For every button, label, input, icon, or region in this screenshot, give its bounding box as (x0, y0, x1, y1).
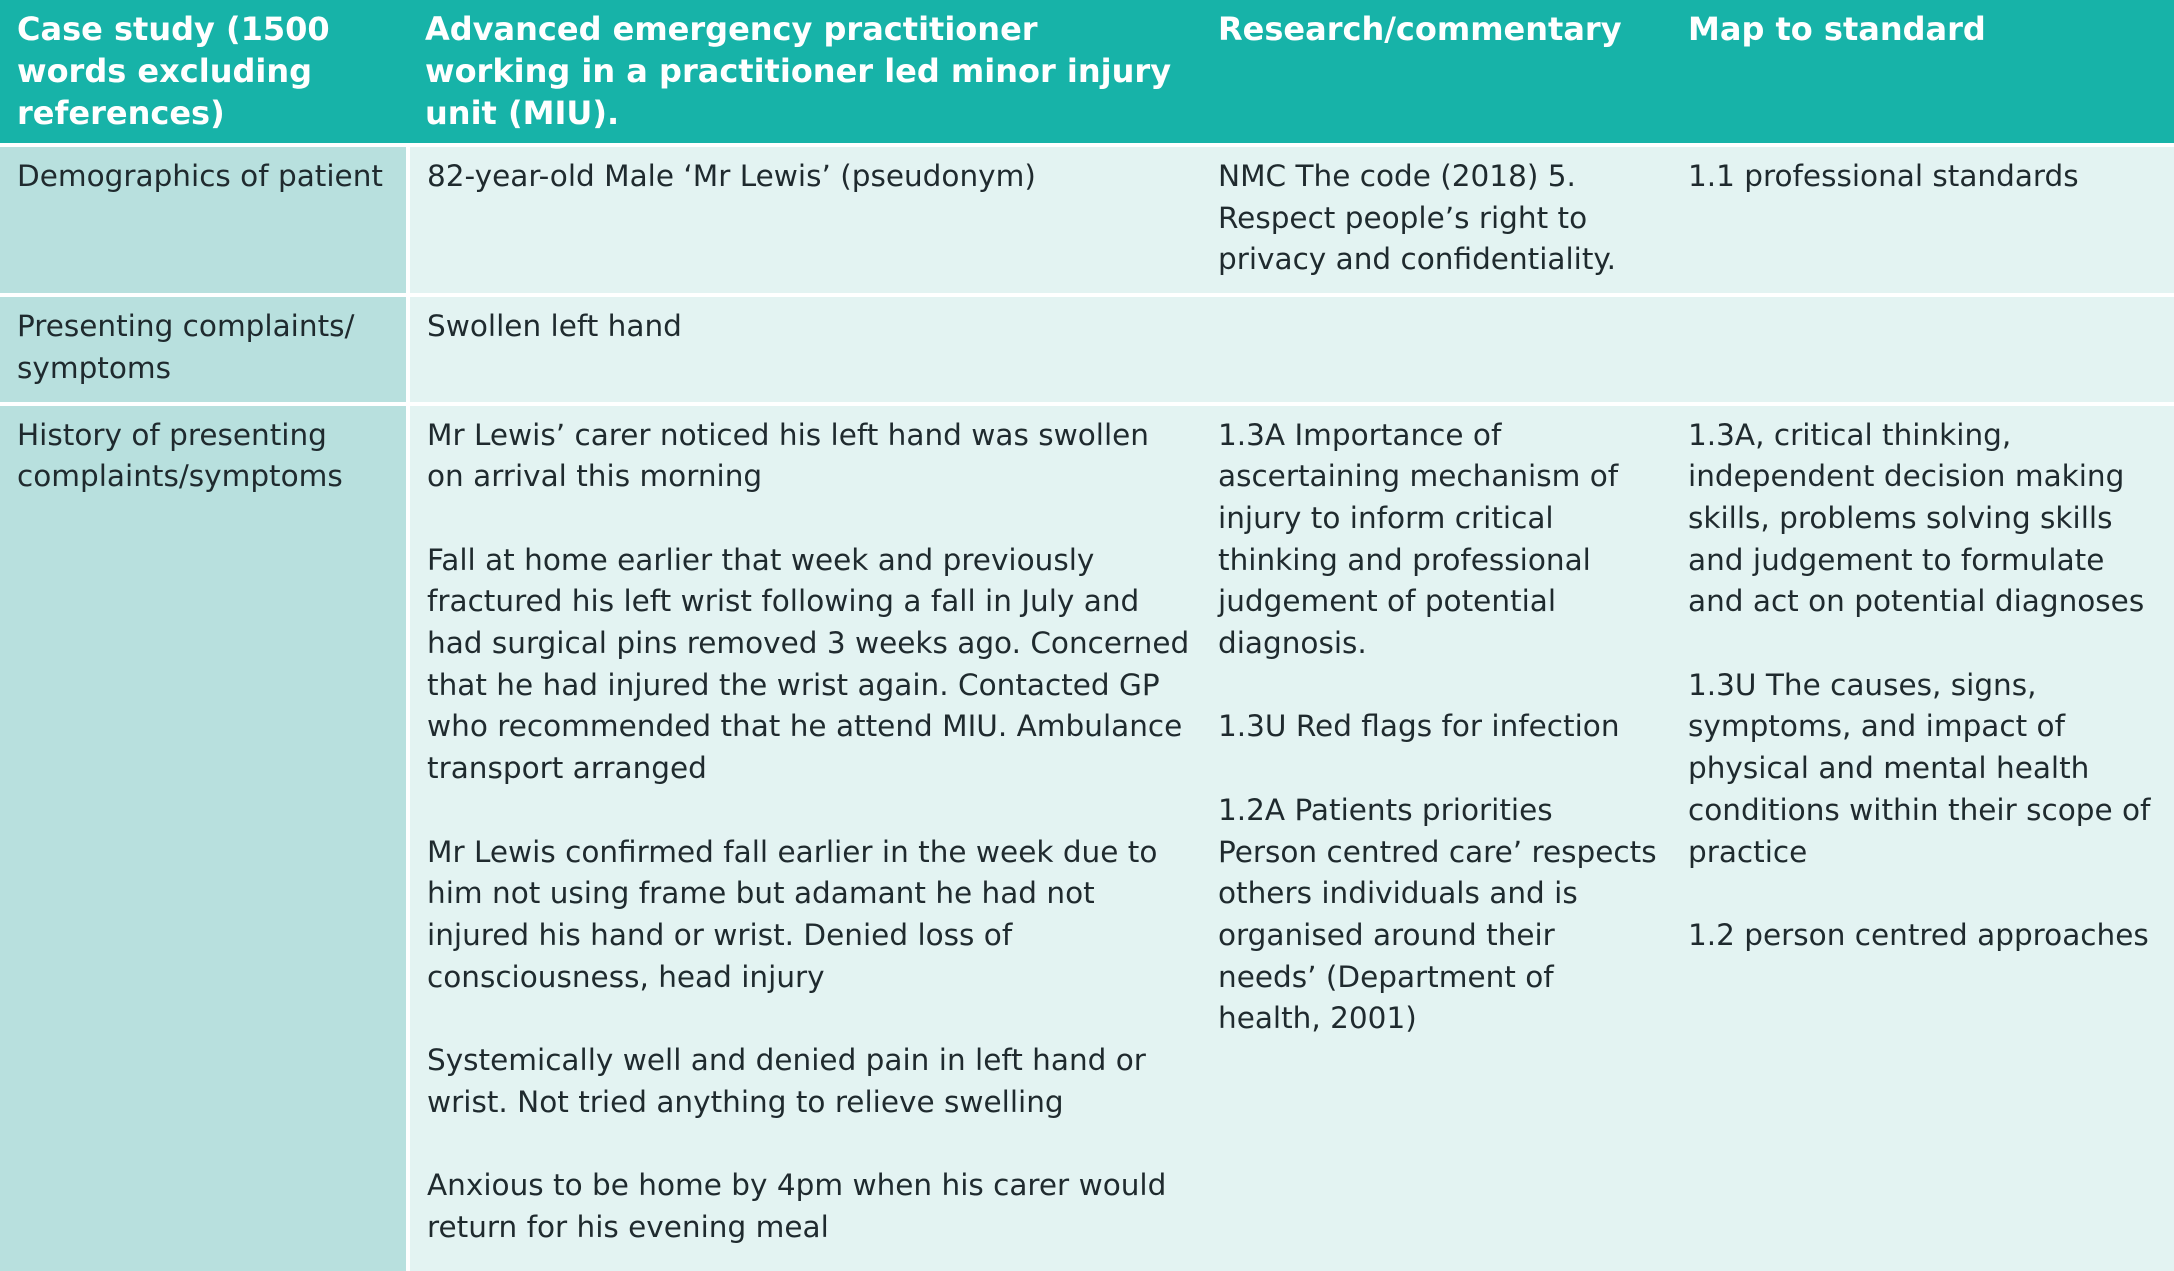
header-practitioner: Advanced emergency practitioner working in a practitioner led minor injury unit (MIU). (408, 0, 1201, 145)
standard-cell (1671, 145, 2174, 295)
table-row (0, 295, 2174, 403)
cell-paragraph: Systemically well and denied pain in left hand or wrist. Not tried anything to relieve swelling (427, 1043, 1146, 1119)
cell-paragraph: 1.1 professional standards (1688, 159, 2079, 193)
standard-cell (1671, 404, 2174, 1271)
row-label: Presenting complaints/ symptoms (0, 295, 408, 403)
cell-paragraph: 82-year-old Male ‘Mr Lewis’ (pseudonym) (427, 159, 1036, 193)
header-row (0, 0, 2174, 145)
cell-paragraph: Fall at home earlier that week and previously fractured his left wrist following a fall in July and had surgical pins removed 3 weeks ago. Concerned that he had injured the wrist again. Contacted GP who recommended that he attend MIU. Ambulance transport arranged (427, 542, 1190, 786)
research-cell (1201, 404, 1671, 1271)
table-row (0, 404, 2174, 1271)
table-row (0, 145, 2174, 295)
cell-paragraph: 1.2A Patients priorities Person centred care’ respects others individuals and is organised around their needs’ (Department of health, 2001) (1218, 792, 1657, 1036)
research-cell (1201, 295, 1671, 403)
standard-cell (1671, 295, 2174, 403)
practitioner-cell (408, 145, 1201, 295)
cell-paragraph: Swollen left hand (427, 309, 682, 344)
row-label: Demographics of patient (0, 145, 408, 295)
cell-paragraph: 1.3U Red flags for infection (1218, 709, 1620, 744)
practitioner-cell (408, 295, 1201, 403)
research-cell (1201, 145, 1671, 295)
cell-paragraph: Mr Lewis confirmed fall earlier in the week due to him not using frame but adamant he had not injured his hand or wrist. Denied loss of consciousness, head injury (427, 834, 1158, 994)
cell-paragraph: Anxious to be home by 4pm when his carer would return for his evening meal (427, 1168, 1167, 1244)
cell-paragraph: 1.3U The causes, signs, symptoms, and impact of physical and mental health conditions within their scope of practice (1688, 667, 2151, 869)
header-case-study: Case study (1500 words excluding references) (0, 0, 408, 145)
practitioner-cell (408, 404, 1201, 1271)
cell-paragraph: 1.2 person centred approaches (1688, 917, 2149, 952)
row-label: History of presenting complaints/symptoms (0, 404, 408, 1271)
cell-paragraph: Mr Lewis’ carer noticed his left hand was swollen on arrival this morning (427, 417, 1149, 494)
header-research: Research/commentary (1201, 0, 1671, 145)
cell-paragraph: 1.3A, critical thinking, independent decision making skills, problems solving skills and judgement to formulate and act on potential diagnoses (1688, 417, 2145, 619)
cell-paragraph: NMC The code (2018) 5. Respect people’s right to privacy and confidentiality. (1218, 159, 1617, 277)
cell-paragraph: 1.3A Importance of ascertaining mechanism of injury to inform critical thinking and professional judgement of potential diagnosis. (1218, 417, 1619, 661)
header-standard: Map to standard (1671, 0, 2174, 145)
